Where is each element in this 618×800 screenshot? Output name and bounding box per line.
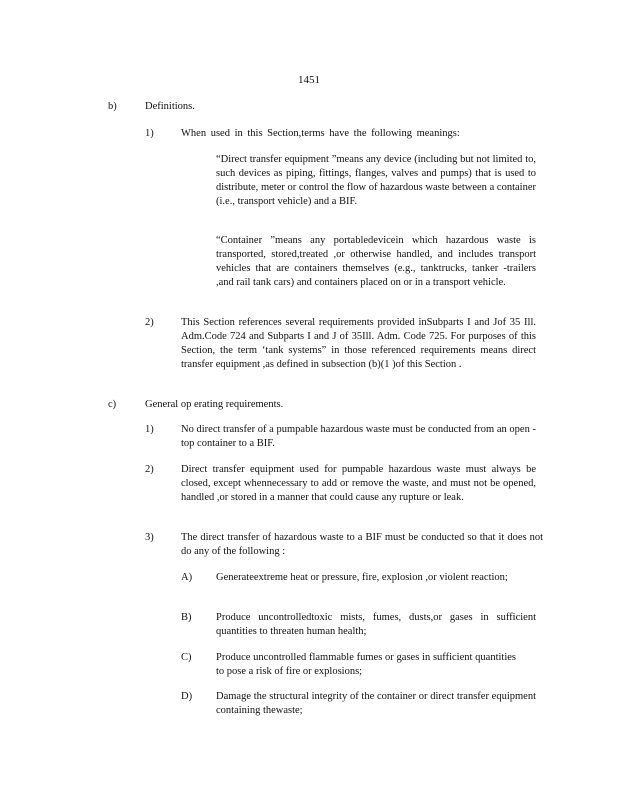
item-c1-text: No direct transfer of a pumpable hazardous waste must be conducted from an open -top container to a BIF. — [181, 424, 536, 449]
subitem-c-label: C) — [181, 652, 192, 663]
section-c-label: c) — [108, 399, 117, 410]
section-b-title: Definitions. — [145, 101, 195, 112]
subitem-b-label: B) — [181, 612, 192, 623]
item-c1-label: 1) — [145, 424, 154, 435]
item-b2-label: 2) — [145, 317, 154, 328]
page-number: 1451 — [298, 74, 320, 86]
item-b2-text: This Section references several requirements provided inSubparts I and Jof 35 Ill. Adm.Code 724 and Subparts I and J of 35Ill. Adm. Code 725. For purposes of this Section, the term ‘tank systems” in those referenced requirements means direct transfer equipment ,as defined in subsection (b)(1 )of this Section . — [181, 317, 536, 370]
item-c3-label: 3) — [145, 532, 154, 543]
item-c3-text: The direct transfer of hazardous waste to a BIF must be conducted so that it does not do any of the following : — [181, 532, 543, 557]
item-c2-label: 2) — [145, 464, 154, 475]
item-b1-text: When used in this Section,terms have the following meanings: — [181, 128, 460, 139]
item-c2-text: Direct transfer equipment used for pumpable hazardous waste must always be closed, except whennecessary to add or remove the waste, and must not be opened, handled ,or stored in a manner that could cause any rupture or leak. — [181, 464, 536, 503]
definition-direct-transfer-equipment: “Direct transfer equipment ”means any device (including but not limited to, such devices as piping, fittings, flanges, valves and pumps) that is used to distribute, meter or control the flow of hazardous waste between a container (i.e., transport vehicle) and a BIF. — [216, 154, 536, 207]
subitem-a-text: Generateextreme heat or pressure, fire, explosion ,or violent reaction; — [216, 572, 508, 583]
definition-container: “Container ”means any portabledevicein which hazardous waste is transported, stored,treated ,or otherwise handled, and includes transport vehicles that are containers themselves (e.g., tanktrucks, tanker -trailers ,and rail tank cars) and containers placed on or in a transport vehicle. — [216, 235, 536, 288]
subitem-d-label: D) — [181, 691, 193, 702]
item-b1-label: 1) — [145, 128, 154, 139]
section-b-label: b) — [108, 101, 117, 112]
subitem-c-text: Produce uncontrolled flammable fumes or gases in sufficient quantities to pose a risk of fire or explosions; — [216, 652, 516, 677]
subitem-a-label: A) — [181, 572, 193, 583]
subitem-b-text: Produce uncontrolledtoxic mists, fumes, dusts,or gases in sufficient quantities to threaten human health; — [216, 612, 536, 637]
section-c-title: General op erating requirements. — [145, 399, 284, 410]
subitem-d-text: Damage the structural integrity of the container or direct transfer equipment containing thewaste; — [216, 691, 536, 716]
